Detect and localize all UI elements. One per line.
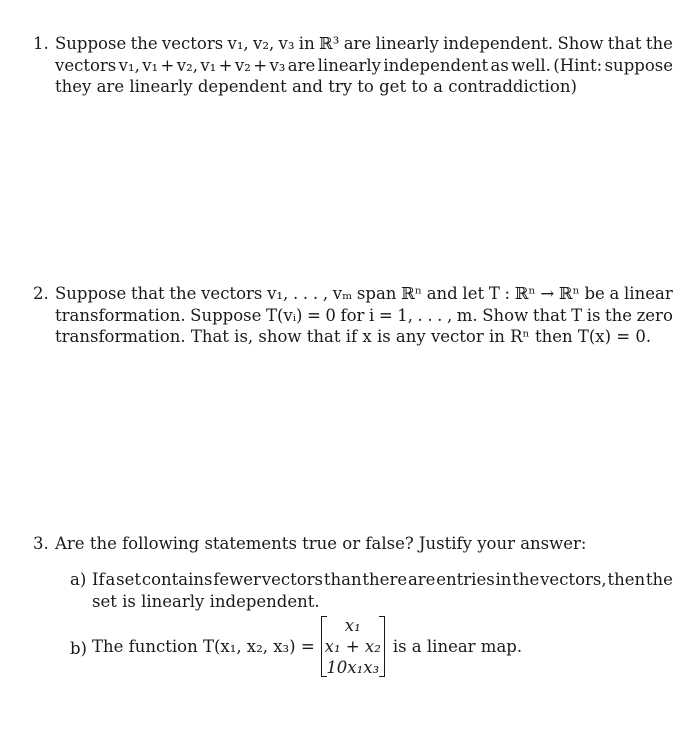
problem-line: they are linearly dependent and try to get to a contraddiction) — [55, 77, 577, 96]
problem-intro: Are the following statements true or false? Justify your answer: — [55, 534, 587, 553]
problem-line: transformation. That is, show that if x is any vector in Rⁿ then T(x) = 0. — [55, 327, 652, 346]
problem-line: vectors v₁, v₁ + v₂, v₁ + v₂ + v₃ are linearly independent as well. (Hint: suppose — [55, 55, 673, 75]
matrix-entry: 10x₁x₃ — [326, 658, 380, 677]
sub-item-label: b) — [70, 639, 87, 658]
problem-line: Suppose the vectors v₁, v₂, v₃ in ℝ³ are linearly independent. Show that the — [55, 34, 673, 53]
problem-number: 1. — [33, 34, 49, 53]
sub-item-line: If a set contains fewer vectors than there are entries in the vectors, then the — [92, 570, 673, 589]
function-prefix: The function T(x₁, x₂, x₃) = — [92, 636, 315, 656]
column-matrix — [321, 615, 385, 678]
function-definition — [92, 615, 673, 678]
function-suffix: is a linear map. — [392, 636, 523, 656]
sub-item-b — [70, 615, 673, 678]
sub-item-line: set is linearly independent. — [92, 591, 320, 611]
matrix-entry: x₁ — [344, 616, 361, 635]
problem-1 — [33, 33, 673, 98]
matrix-entry: x₁ + x₂ — [324, 637, 381, 656]
problem-3 — [33, 533, 673, 677]
problem-number: 2. — [33, 284, 49, 303]
sub-item-label: a) — [70, 570, 87, 589]
problem-2 — [33, 283, 673, 348]
sub-item-a — [70, 569, 673, 612]
problem-number: 3. — [33, 534, 49, 553]
problem-line: transformation. Suppose T(vᵢ) = 0 for i = 1, . . . , m. Show that T is the zero — [55, 305, 673, 325]
problem-line: Suppose that the vectors v₁, . . . , vₘ span ℝⁿ and let T : ℝⁿ → ℝⁿ be a linear — [55, 284, 673, 303]
